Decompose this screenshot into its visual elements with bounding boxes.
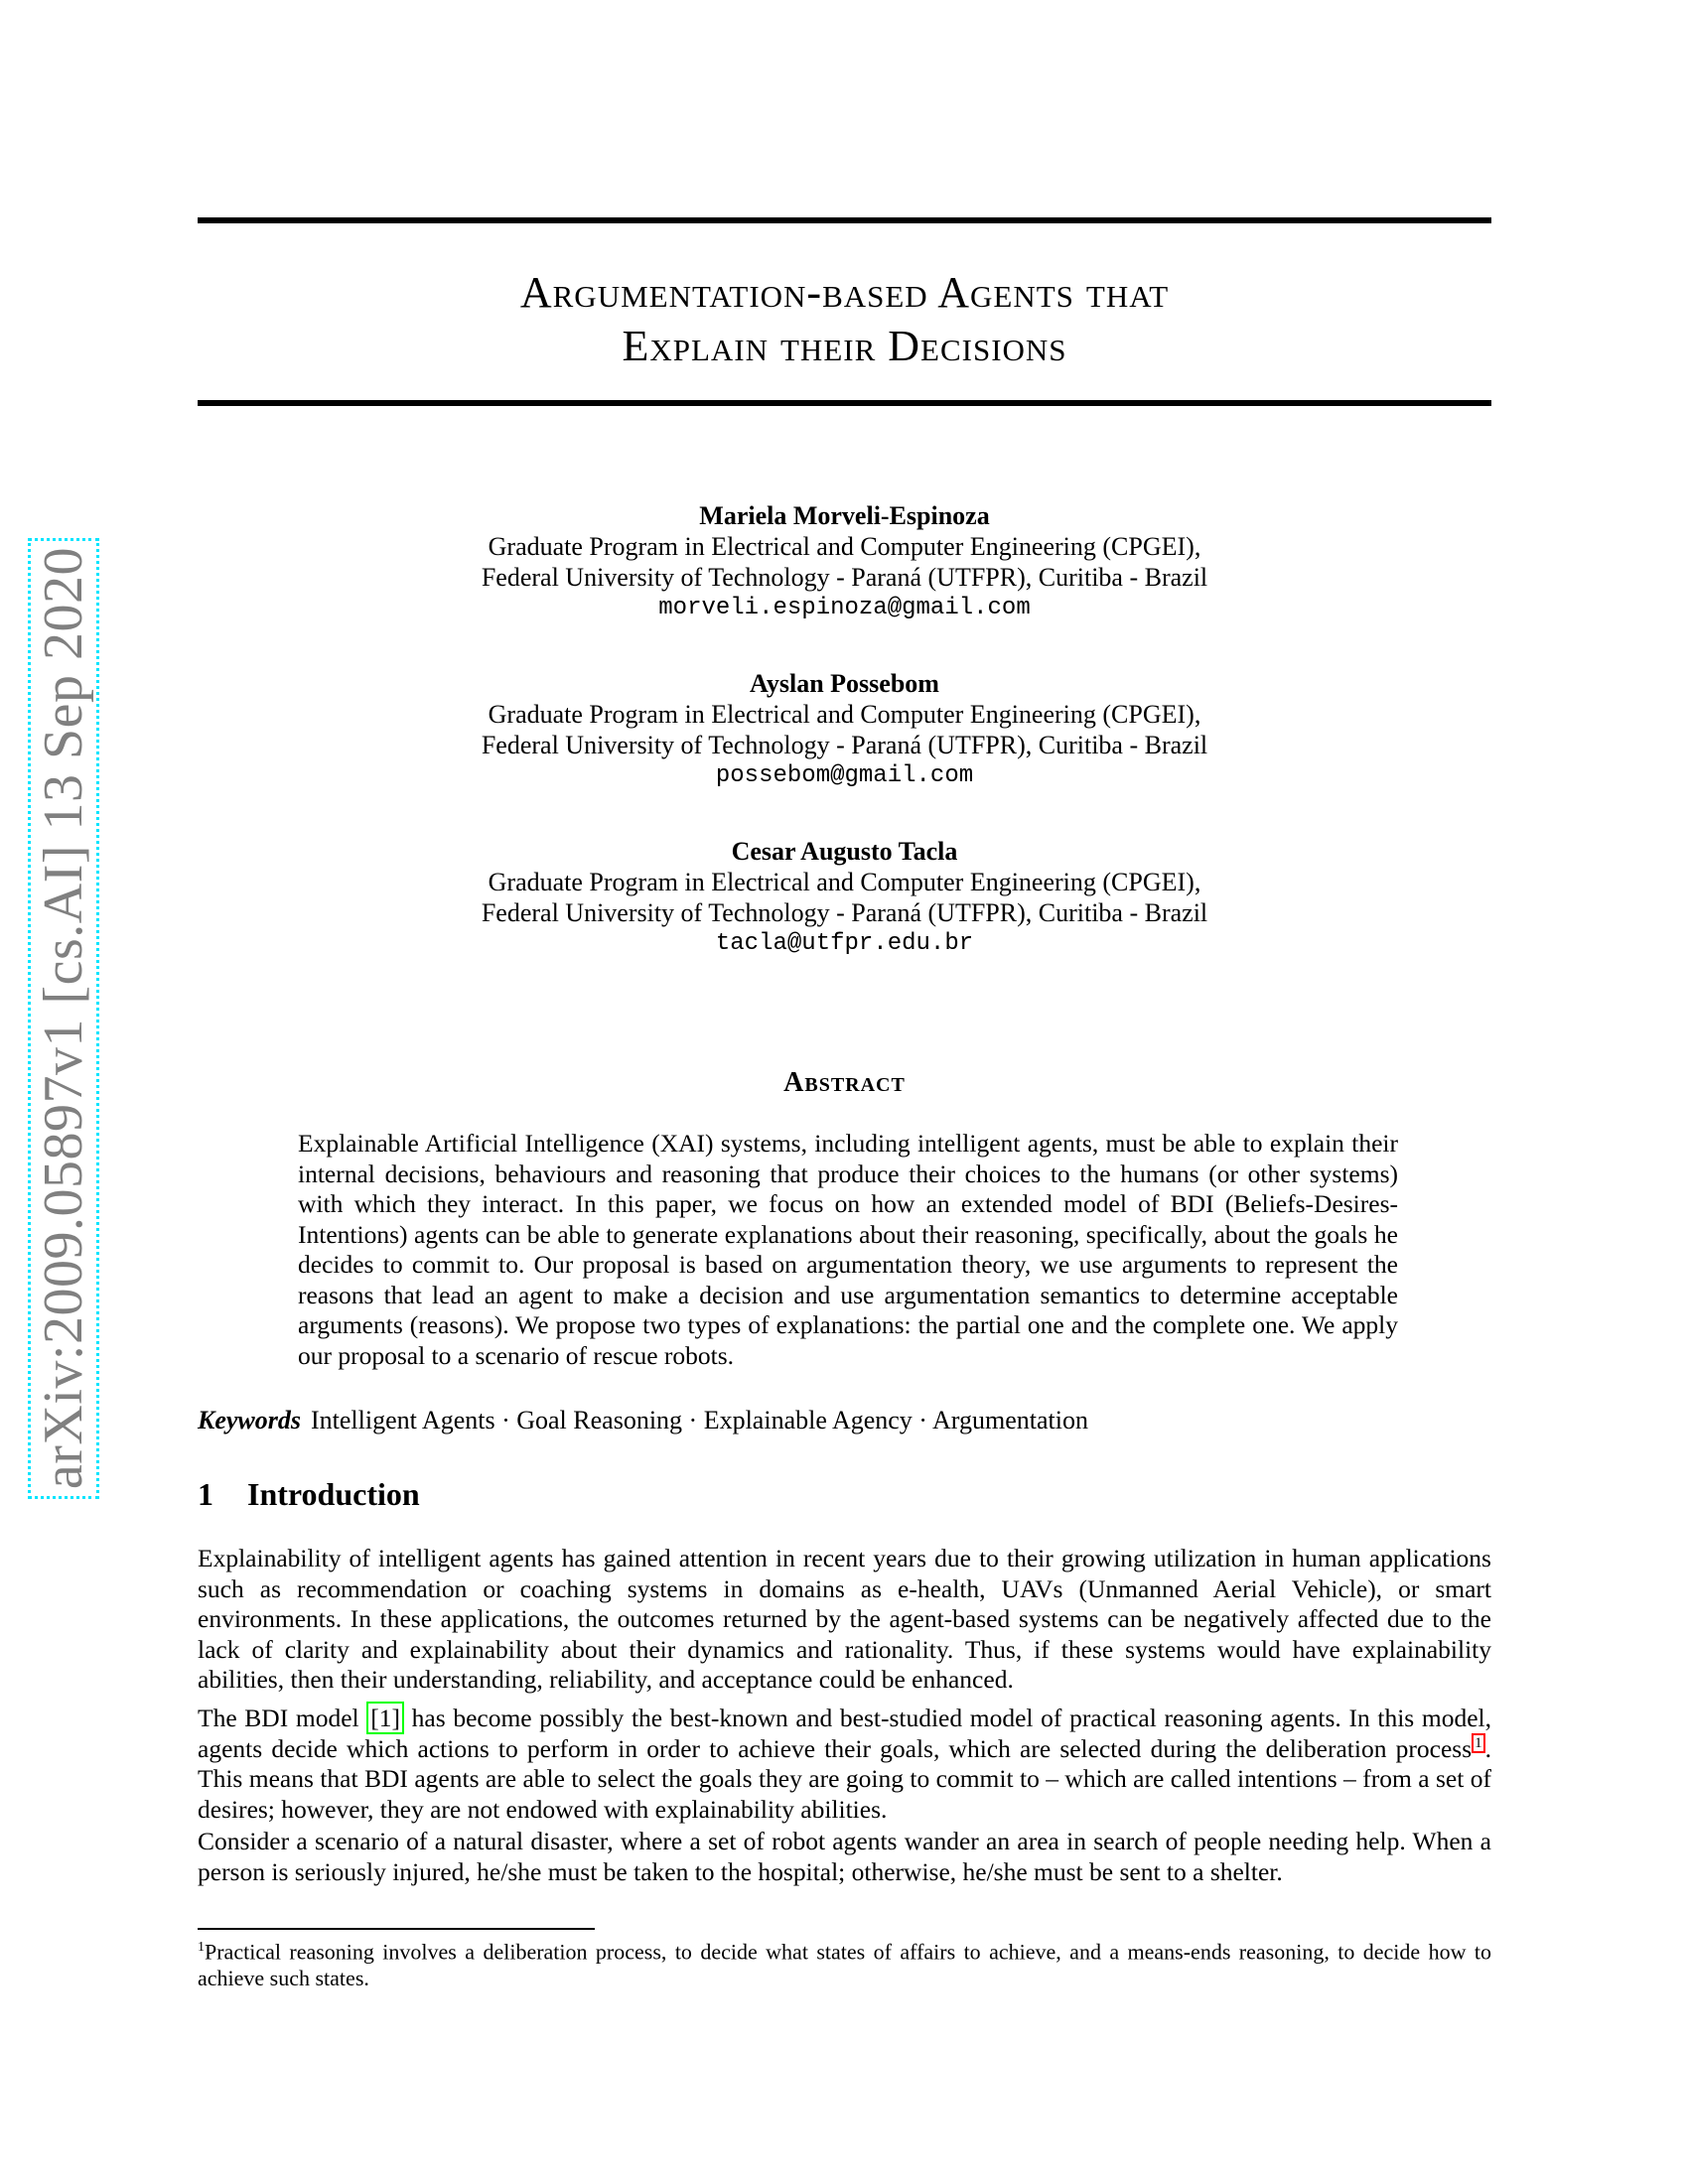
paragraph-2-text: has become possibly the best-known and best-studied model of practical reasoning agents. In this model, agents decide which actions to perform in order to achieve their goals, which are selected during the deliberation process [198, 1704, 1491, 1763]
section-number: 1 [198, 1476, 213, 1512]
paragraph-3: Consider a scenario of a natural disaster, where a set of robot agents wander an area in search of people needing help. When a person is seriously injured, he/she must be taken to the hospital; otherwise, he/she must be sent to a shelter. [198, 1827, 1491, 1886]
keywords-line [198, 1405, 1491, 1435]
footnote-link[interactable]: 1 [1472, 1733, 1485, 1753]
author-affiliation: Federal University of Technology - Paraná (UTFPR), Curitiba - Brazil [481, 563, 1208, 592]
footnote-mark: 1 [198, 1940, 205, 1955]
author-affiliation: Graduate Program in Electrical and Computer Engineering (CPGEI), [488, 700, 1201, 729]
paragraph-1: Explainability of intelligent agents has gained attention in recent years due to their growing utilization in human applications such as recommendation or coaching systems in domains as e-health, UAVs (Unmanned Aerial Vehicle), or smart environments. In these applications, the outcomes returned by the agent-based systems can be negatively affected due to the lack of clarity and explainability about their dynamics and rationality. Thus, if these systems would have explainability abilities, then their understanding, reliability, and acceptance could be enhanced. [198, 1544, 1491, 1694]
citation-link[interactable]: [1] [366, 1702, 404, 1734]
abstract-text: Explainable Artificial Intelligence (XAI) systems, including intelligent agents, must be able to explain their internal decisions, behaviours and reasoning that produce their choices to the humans (or other systems) with which they interact. In this paper, we focus on how an extended model of BDI (Beliefs-Desires-Intentions) agents can be able to generate explanations about their reasoning, specifically, about the goals he decides to commit to. Our proposal is based on argumentation theory, we use arguments to represent the reasons that lead an agent to make a decision and use argumentation semantics to determine acceptable arguments (reasons). We propose two types of explanations: the partial one and the complete one. We apply our proposal to a scenario of rescue robots. [298, 1129, 1398, 1370]
title-bottom-rule [198, 400, 1491, 406]
title-line-1: Argumentation-based Agents that [519, 268, 1170, 317]
author-affiliation: Federal University of Technology - Paraná (UTFPR), Curitiba - Brazil [481, 731, 1208, 759]
footnote-rule [198, 1928, 595, 1930]
author-affiliation: Graduate Program in Electrical and Computer Engineering (CPGEI), [488, 868, 1201, 896]
author-email[interactable]: possebom@gmail.com [715, 762, 974, 789]
paper-title [198, 266, 1491, 373]
author-block-2 [198, 668, 1491, 791]
arxiv-stamp-text: arXiv:2009.05897v1 [cs.AI] 13 Sep 2020 [33, 547, 94, 1490]
footnote-text: Practical reasoning involves a deliberation process, to decide what states of affairs to achieve, and a means-ends reasoning, to decide how to achieve such states. [198, 1939, 1491, 1991]
keywords-text: Intelligent Agents · Goal Reasoning · Explainable Agency · Argumentation [311, 1406, 1088, 1434]
author-name: Mariela Morveli-Espinoza [699, 501, 990, 530]
abstract-heading: Abstract [783, 1067, 906, 1098]
author-email[interactable]: tacla@utfpr.edu.br [715, 930, 974, 957]
author-block-1 [198, 500, 1491, 623]
author-name: Cesar Augusto Tacla [731, 837, 958, 866]
author-email[interactable]: morveli.espinoza@gmail.com [658, 595, 1031, 621]
title-line-2: Explain their Decisions [622, 322, 1067, 370]
arxiv-stamp [28, 538, 99, 1499]
keywords-label: Keywords [198, 1406, 301, 1434]
section-title: Introduction [247, 1476, 420, 1512]
footnote [198, 1934, 1491, 1991]
paragraph-2-text: The BDI model [198, 1704, 367, 1732]
section-heading [198, 1476, 420, 1513]
author-affiliation: Federal University of Technology - Paraná (UTFPR), Curitiba - Brazil [481, 898, 1208, 927]
paragraph-2-text: . This means that BDI agents are able to select the goals they are going to commit to – which are called intentions – from a set of desires; however, they are not endowed with explainability abilities. [198, 1733, 1491, 1824]
author-block-3 [198, 836, 1491, 959]
title-top-rule [198, 217, 1491, 223]
paragraph-2 [198, 1704, 1491, 1825]
author-name: Ayslan Possebom [750, 669, 939, 698]
author-affiliation: Graduate Program in Electrical and Computer Engineering (CPGEI), [488, 532, 1201, 561]
